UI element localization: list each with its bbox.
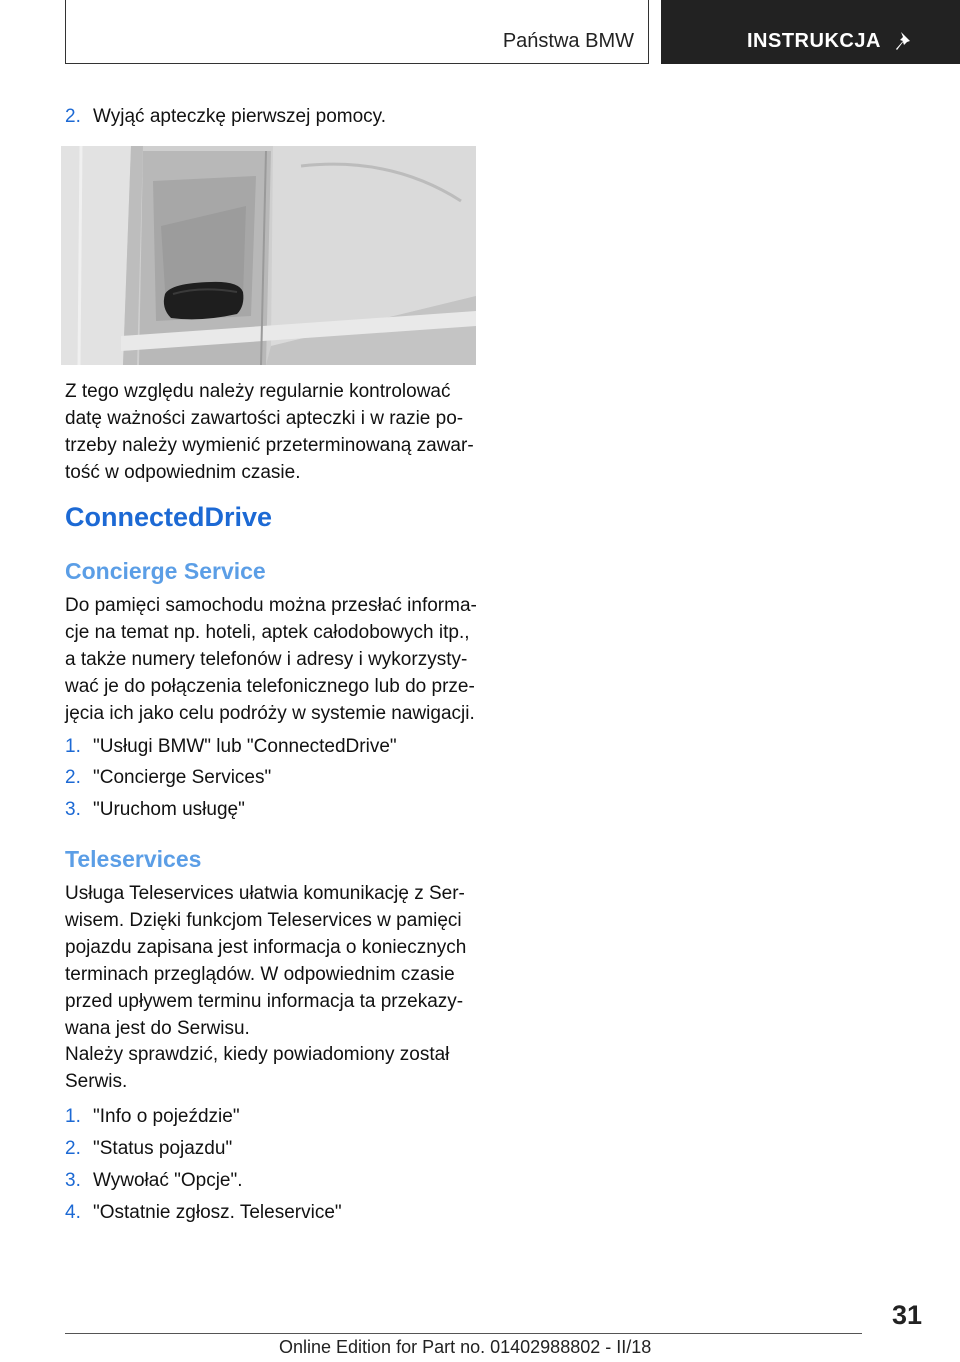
concierge-heading: Concierge Service <box>65 558 266 584</box>
step-text: "Usługi BMW" lub "ConnectedDrive" <box>93 736 397 757</box>
concierge-paragraph <box>65 592 477 727</box>
header-right-tab <box>661 0 960 64</box>
text-line: terminach przeglądów. W odpowiednim czasie <box>65 964 455 985</box>
header-left-tab <box>65 0 649 64</box>
step-text: "Uruchom usługę" <box>93 799 245 820</box>
footer-divider <box>65 1333 862 1334</box>
step-text: Wywołać "Opcje". <box>93 1170 243 1191</box>
step-text: "Concierge Services" <box>93 767 272 788</box>
concierge-step <box>65 796 245 823</box>
step-text: "Status pojazdu" <box>93 1138 233 1159</box>
step-number: 1. <box>65 1106 81 1127</box>
concierge-step <box>65 733 397 760</box>
text-line: przed upływem terminu informacja ta przekazy- <box>65 991 464 1012</box>
teleservices-heading: Teleservices <box>65 846 202 872</box>
teleservices-step <box>65 1167 243 1194</box>
step-number: 3. <box>65 799 81 820</box>
pin-icon <box>893 30 915 52</box>
step-number: 2. <box>65 106 81 127</box>
step-text: "Ostatnie zgłosz. Teleservice" <box>93 1202 342 1223</box>
text-line: Z tego względu należy regularnie kontrolować <box>65 381 451 402</box>
teleservices-step <box>65 1135 232 1162</box>
first-aid-kit-photo <box>61 146 476 365</box>
step-number: 2. <box>65 1138 81 1159</box>
text-line: cje na temat np. hoteli, aptek całodobowych itp., <box>65 622 470 643</box>
footer-edition: Online Edition for Part no. 01402988802 - II/18 <box>279 1337 652 1357</box>
text-line: wać je do połączenia telefonicznego lub do prze- <box>65 676 475 697</box>
text-line: Serwis. <box>65 1071 128 1092</box>
text-line: a także numery telefonów i adresy i wykorzysty- <box>65 649 468 670</box>
text-line: wana jest do Serwisu. <box>65 1018 250 1039</box>
intro-paragraph <box>65 378 477 486</box>
text-line: datę ważności zawartości apteczki i w razie po- <box>65 408 464 429</box>
section-title: ConnectedDrive <box>65 502 273 532</box>
text-line: jęcia ich jako celu podróży w systemie nawigacji. <box>65 703 475 724</box>
concierge-step <box>65 764 271 791</box>
teleservices-paragraph-2 <box>65 1041 477 1095</box>
step-text: "Info o pojeździe" <box>93 1106 240 1127</box>
text-line: pojazdu zapisana jest informacja o koniecznych <box>65 937 467 958</box>
teleservices-step <box>65 1199 342 1226</box>
step-number: 3. <box>65 1170 81 1191</box>
text-line: tość w odpowiednim czasie. <box>65 462 301 483</box>
step-number: 1. <box>65 736 81 757</box>
text-line: wisem. Dzięki funkcjom Teleservices w pamięci <box>65 910 462 931</box>
teleservices-paragraph <box>65 880 477 1042</box>
step-number: 2. <box>65 767 81 788</box>
step-number: 4. <box>65 1202 81 1223</box>
header-right-label: INSTRUKCJA <box>747 30 881 52</box>
text-line: Należy sprawdzić, kiedy powiadomiony został <box>65 1044 450 1065</box>
text-line: Usługa Teleservices ułatwia komunikację z Ser- <box>65 883 465 904</box>
page-number: 31 <box>892 1300 923 1330</box>
text-line: trzeby należy wymienić przeterminowaną zawar- <box>65 435 474 456</box>
text-line: Do pamięci samochodu można przesłać informa- <box>65 595 477 616</box>
step-text: Wyjąć apteczkę pierwszej pomocy. <box>93 106 387 127</box>
header-left-label: Państwa BMW <box>502 30 634 52</box>
teleservices-step <box>65 1103 240 1130</box>
step-top <box>65 103 386 130</box>
